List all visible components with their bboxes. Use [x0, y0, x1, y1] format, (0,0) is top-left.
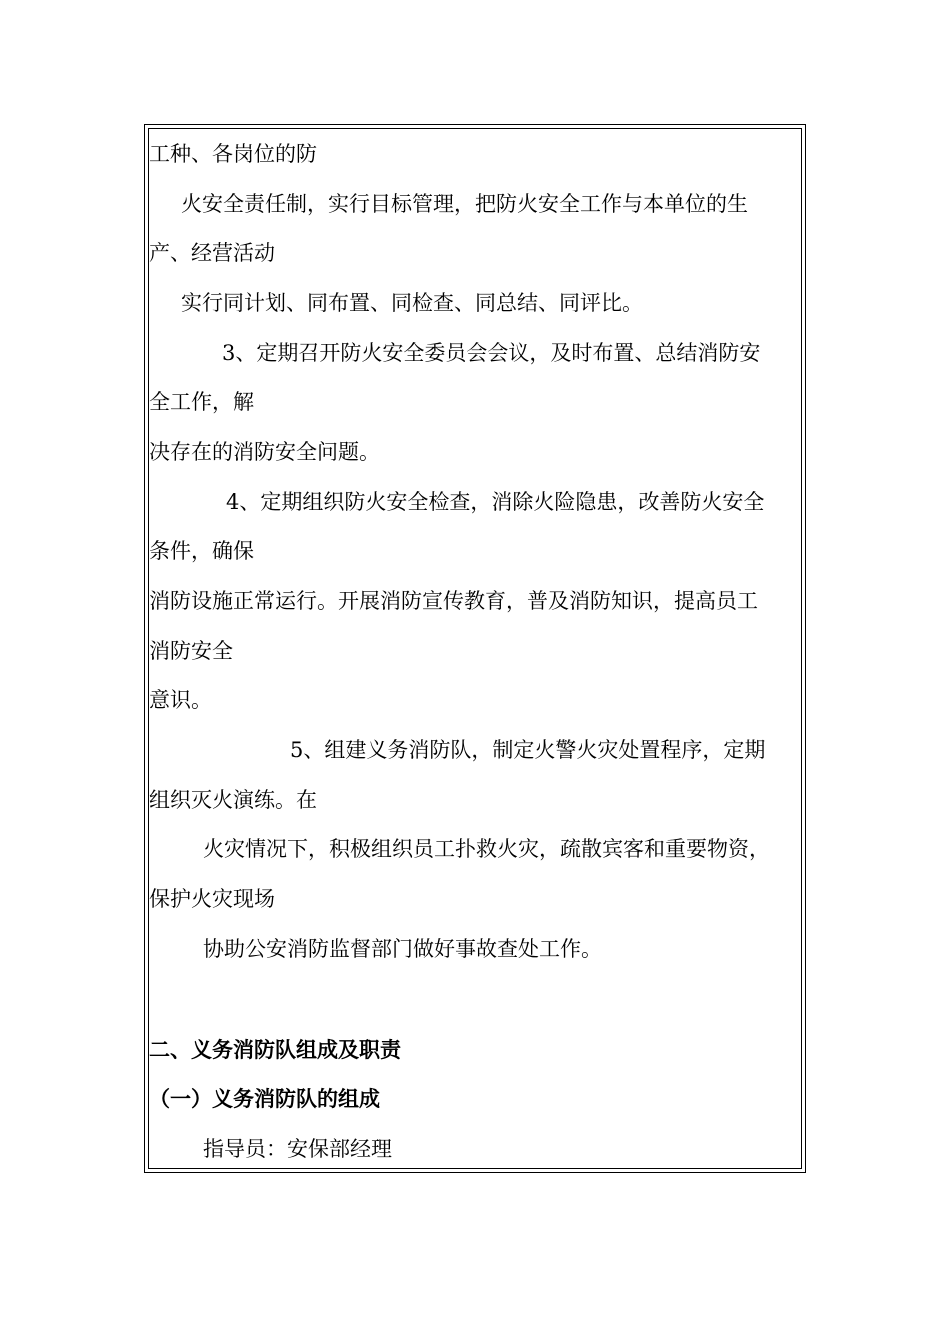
instructor-line: 指导员：安保部经理 [203, 1137, 392, 1161]
text-line-9: 条件，确保 [149, 539, 254, 563]
text-line-13: 5、组建义务消防队，制定火警火灾处置程序，定期 [290, 738, 766, 762]
text-line-6: 全工作，解 [149, 390, 254, 414]
text-line-3: 产、经营活动 [149, 241, 275, 265]
text-line-16: 保护火灾现场 [149, 887, 275, 911]
document-frame [144, 124, 806, 1173]
text-line-12: 意识。 [149, 688, 212, 712]
section-heading: 二、义务消防队组成及职责 [149, 1037, 401, 1062]
document-frame-inner [148, 128, 802, 1169]
subsection-heading: （一）义务消防队的组成 [149, 1086, 380, 1111]
text-line-14: 组织灭火演练。在 [149, 788, 317, 812]
text-line-1: 工种、各岗位的防 [149, 142, 317, 166]
text-line-11: 消防安全 [149, 639, 233, 663]
text-line-17: 协助公安消防监督部门做好事故查处工作。 [203, 937, 602, 961]
text-line-10: 消防设施正常运行。开展消防宣传教育，普及消防知识，提高员工 [149, 589, 758, 613]
text-line-2: 火安全责任制，实行目标管理，把防火安全工作与本单位的生 [181, 192, 748, 216]
text-line-4: 实行同计划、同布置、同检查、同总结、同评比。 [181, 291, 643, 315]
text-line-15: 火灾情况下，积极组织员工扑救火灾，疏散宾客和重要物资， [203, 837, 770, 861]
text-line-5: 3、定期召开防火安全委员会会议，及时布置、总结消防安 [222, 341, 761, 365]
text-line-8: 4、定期组织防火安全检查，消除火险隐患，改善防火安全 [226, 490, 765, 514]
text-line-7: 决存在的消防安全问题。 [149, 440, 380, 464]
